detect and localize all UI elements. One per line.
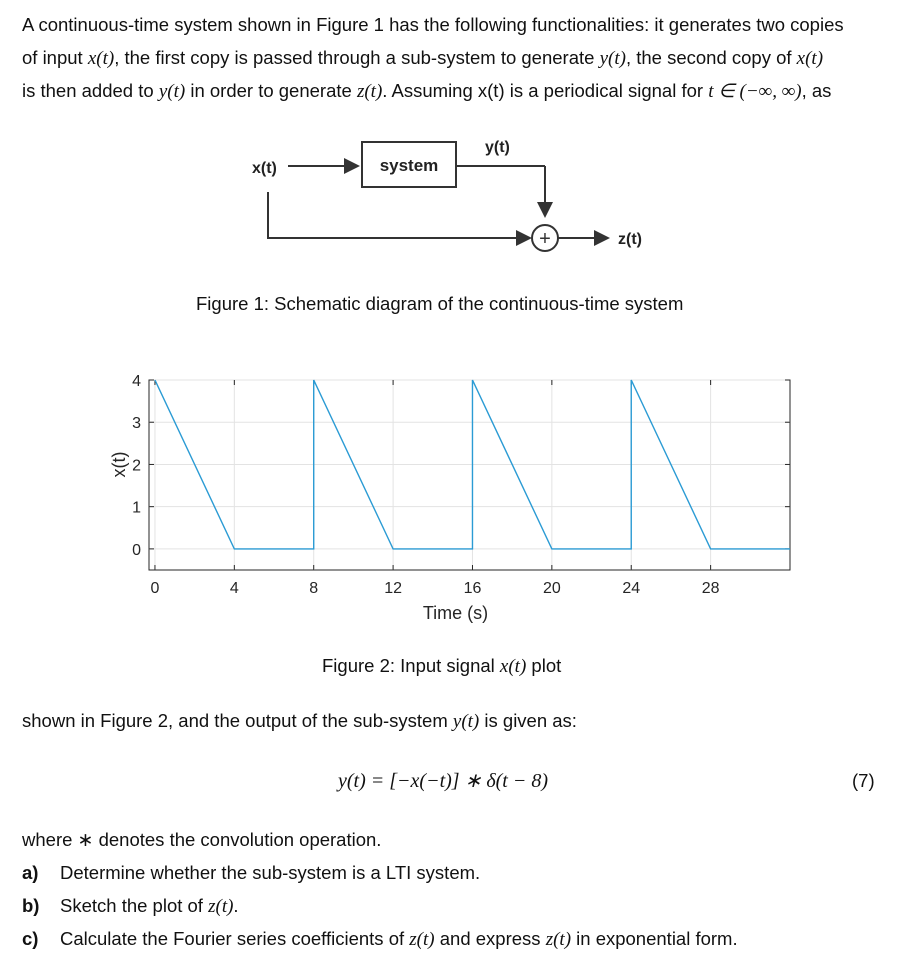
plot-area <box>149 380 790 570</box>
x-tick-label: 16 <box>463 580 482 597</box>
question-a: a) Determine whether the sub-system is a LTI system. <box>22 862 481 883</box>
figure2-chart <box>0 350 904 650</box>
y-tick-label: 3 <box>132 415 141 433</box>
question-c: c) Calculate the Fourier series coefficients of z(t) and express z(t) in exponential form. <box>22 928 738 950</box>
intro-line-1: A continuous-time system shown in Figure 1 has the following functionalities: it generates two copies <box>22 14 844 35</box>
after-figure-text: shown in Figure 2, and the output of the sub-system y(t) is given as: <box>22 710 577 732</box>
x-tick-label: 8 <box>309 580 319 597</box>
y-tick-label: 4 <box>132 373 141 390</box>
x-tick-label: 24 <box>622 580 641 597</box>
fig1-z-label: z(t) <box>618 231 642 248</box>
y-tick-label: 1 <box>132 499 141 517</box>
fig1-system-label: system <box>379 156 439 175</box>
fig1-x-label: x(t) <box>252 160 277 177</box>
x-tick-label: 28 <box>701 580 720 597</box>
y-tick-label: 0 <box>132 541 141 559</box>
y-tick-label: 2 <box>132 457 141 475</box>
fig1-adder-symbol: + <box>539 228 551 250</box>
x-axis-label: Time (s) <box>422 603 489 623</box>
equation-number: (7) <box>852 770 875 791</box>
x-tick-label: 4 <box>229 580 239 597</box>
figure2-caption: Figure 2: Input signal x(t) plot <box>322 655 562 677</box>
x-tick-label: 12 <box>384 580 402 597</box>
fig1-feedforward-line <box>268 192 530 238</box>
intro-line-2: of input x(t), the first copy is passed through a sub-system to generate y(t), the second copy of x(t) <box>22 47 824 69</box>
fig1-y-label: y(t) <box>485 139 510 156</box>
x-tick-label: 0 <box>150 580 160 597</box>
equation-7: y(t) = [−x(−t)] ∗ δ(t − 8) <box>338 770 548 792</box>
y-axis-label: x(t) <box>109 451 129 478</box>
question-b: b) Sketch the plot of z(t). <box>22 895 239 917</box>
figure1-caption: Figure 1: Schematic diagram of the continuous-time system <box>196 293 684 314</box>
where-text: where ∗ denotes the convolution operation. <box>22 829 382 851</box>
intro-line-3: is then added to y(t) in order to generate z(t). Assuming x(t) is a periodical signal for t ∈ (−∞, ∞), as <box>22 80 832 102</box>
x-tick-label: 20 <box>542 580 561 597</box>
